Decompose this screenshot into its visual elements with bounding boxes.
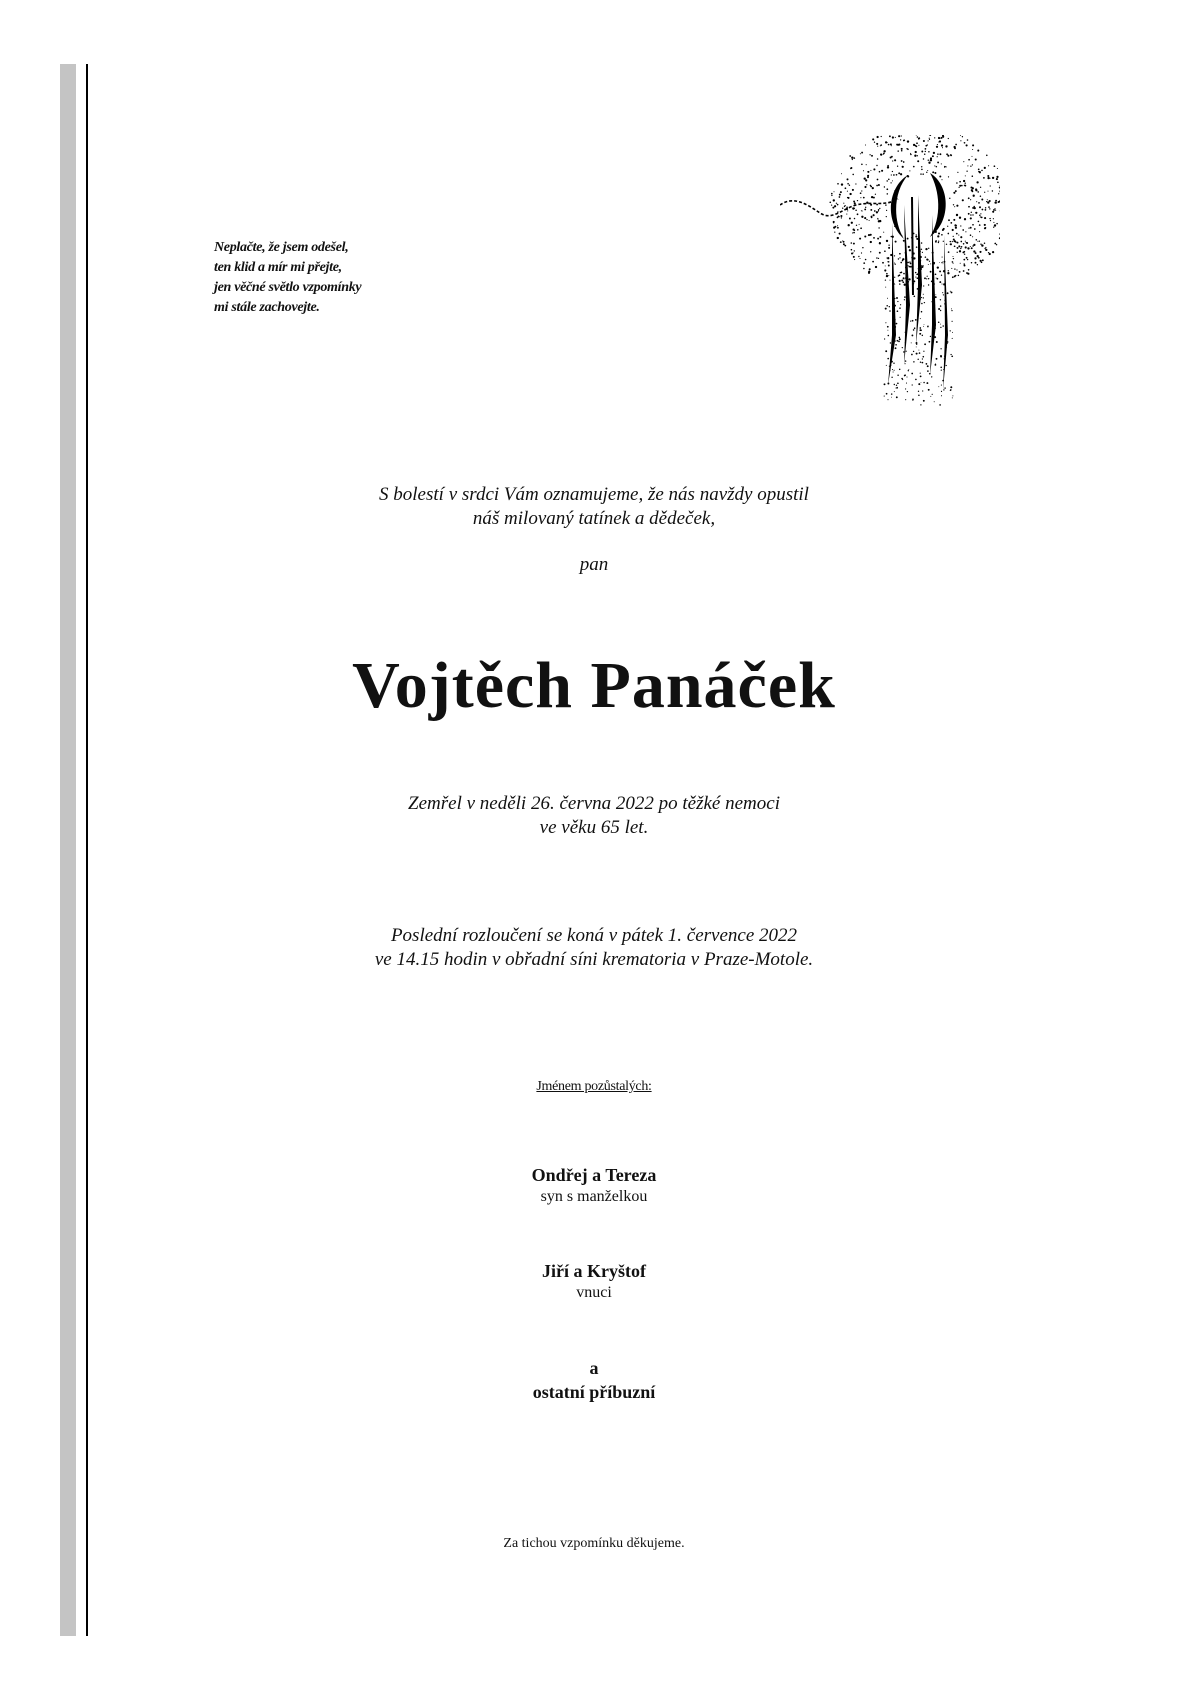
moon-candle-ornament-icon — [780, 135, 1000, 415]
death-notice-line-1: Zemřel v neděli 26. června 2022 po těžké nemoci — [408, 793, 780, 814]
poem-line-2: ten klid a mír mi přejte, — [214, 260, 342, 275]
closing-thanks: Za tichou vzpomínku děkujeme. — [503, 1536, 685, 1551]
survivor-role: syn s manželkou — [540, 1188, 648, 1205]
announcement-line-2: náš milovaný tatínek a dědeček, — [472, 508, 716, 529]
deceased-name: Vojtěch Panáček — [352, 649, 836, 722]
survivors-heading — [88, 1078, 1100, 1096]
poem-line-1: Neplačte, že jsem odešel, — [214, 240, 349, 255]
survivor-others: ostatní příbuzní — [532, 1382, 656, 1402]
survivor-group — [88, 1163, 1100, 1207]
survivor-role: vnuci — [576, 1284, 612, 1301]
survivor-conjunction: a — [589, 1358, 599, 1378]
announcement — [88, 483, 1100, 531]
poem-line-3: jen věčné světlo vzpomínky — [214, 280, 362, 295]
poem — [214, 238, 361, 318]
left-border-gray-bar — [60, 64, 76, 1636]
ornament-smoke-trail — [780, 199, 898, 216]
death-notice — [88, 792, 1100, 840]
survivor-group — [88, 1356, 1100, 1404]
ornament-drip-4 — [930, 215, 936, 375]
funeral-details — [88, 924, 1100, 972]
survivor-name: Jiří a Kryštof — [542, 1261, 646, 1281]
ornament-stipple — [829, 135, 1000, 406]
ornament-candle-line — [912, 197, 913, 295]
survivors-heading-text: Jménem pozůstalých: — [536, 1079, 652, 1094]
poem-line-4: mi stále zachovejte. — [214, 300, 320, 315]
survivor-group — [88, 1259, 1100, 1303]
death-notice-line-2: ve věku 65 let. — [539, 817, 649, 838]
ornament-drip-5 — [943, 235, 948, 390]
honorific: pan — [579, 554, 609, 575]
announcement-line-1: S bolestí v srdci Vám oznamujeme, že nás navždy opustil — [379, 484, 809, 505]
survivor-name: Ondřej a Tereza — [531, 1165, 657, 1185]
funeral-line-2: ve 14.15 hodin v obřadní síni krematoria v Praze-Motole. — [374, 949, 814, 970]
funeral-line-1: Poslední rozloučení se koná v pátek 1. července 2022 — [390, 925, 798, 946]
ornament-drip-3 — [916, 195, 922, 345]
